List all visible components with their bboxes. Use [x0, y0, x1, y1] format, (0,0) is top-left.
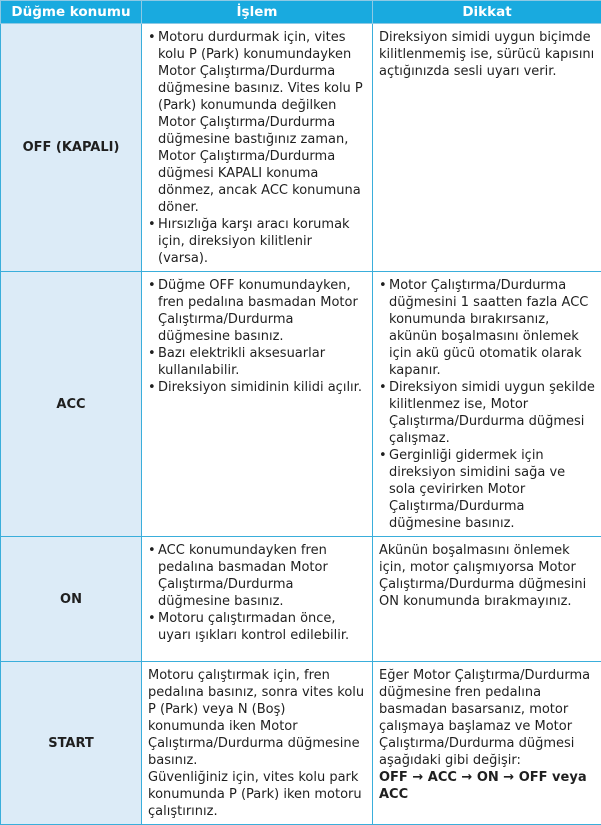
caution-list [379, 277, 595, 532]
list-item: • Hırsızlığa karşı aracı korumak için, direksiyon kilitlenir (varsa). [148, 216, 366, 267]
caution-paragraph: Eğer Motor Çalıştırma/Durdurma düğmesine fren pedalına basmadan basarsanız, motor çalışmaya başlamaz ve Motor Çalıştırma/Durdurma düğmesi aşağıdaki gibi değişir: [379, 667, 595, 769]
position-cell: ACC [1, 272, 142, 537]
list-item: • Gerginliği gidermek için direksiyon simidini sağa ve sola çevirirken Motor Çalıştırma/Durdurma düğmesine basınız. [379, 447, 595, 532]
position-cell: OFF (KAPALI) [1, 24, 142, 272]
action-list [148, 29, 366, 267]
list-item: • Düğme OFF konumundayken, fren pedalına basmadan Motor Çalıştırma/Durdurma düğmesine basınız. [148, 277, 366, 345]
action-paragraph: Güvenliğiniz için, vites kolu park konumunda P (Park) iken motoru çalıştırınız. [148, 769, 366, 820]
table-row-on [1, 537, 601, 662]
table-body [1, 24, 601, 825]
table-row-acc [1, 272, 601, 537]
action-cell [142, 537, 373, 662]
list-item: • Bazı elektrikli aksesuarlar kullanılabilir. [148, 345, 366, 379]
list-item: • Motor Çalıştırma/Durdurma düğmesini 1 saatten fazla ACC konumunda bırakırsanız, akünün boşalmasını önlemek için akü gücü otomatik olarak kapanır. [379, 277, 595, 379]
list-item: • ACC konumundayken fren pedalına basmadan Motor Çalıştırma/Durdurma düğmesine basınız. [148, 542, 366, 610]
caution-cell [373, 272, 601, 537]
header-row [1, 1, 601, 24]
table-row-start [1, 662, 601, 825]
caution-cell: Direksiyon simidi uygun biçimde kilitlenmemiş ise, sürücü kapısını açtığınızda sesli uyarı verir. [373, 24, 601, 272]
header-caution: Dikkat [373, 1, 601, 24]
action-cell [142, 272, 373, 537]
table-row-off [1, 24, 601, 272]
action-list [148, 542, 366, 644]
action-cell [142, 662, 373, 825]
action-list [148, 277, 366, 396]
list-item: • Motoru durdurmak için, vites kolu P (Park) konumundayken Motor Çalıştırma/Durdurma düğmesine basınız. Vites kolu P (Park) konumunda değilken Motor Çalıştırma/Durdurma düğmesine bastığınız zaman, Motor Çalıştırma/Durdurma düğmesi KAPALI konuma dönmez, ancak ACC konumuna döner. [148, 29, 366, 216]
list-item: • Direksiyon simidinin kilidi açılır. [148, 379, 366, 396]
table-header [1, 1, 601, 24]
header-position: Düğme konumu [1, 1, 142, 24]
caution-cell [373, 662, 601, 825]
header-action: İşlem [142, 1, 373, 24]
position-cell: ON [1, 537, 142, 662]
list-item: • Motoru çalıştırmadan önce, uyarı ışıkları kontrol edilebilir. [148, 610, 366, 644]
position-cell: START [1, 662, 142, 825]
caution-cell: Akünün boşalmasını önlemek için, motor çalışmıyorsa Motor Çalıştırma/Durdurma düğmesini ON konumunda bırakmayınız. [373, 537, 601, 662]
list-item: • Direksiyon simidi uygun şekilde kilitlenmez ise, Motor Çalıştırma/Durdurma düğmesi çalışmaz. [379, 379, 595, 447]
position-sequence: OFF → ACC → ON → OFF veya ACC [379, 769, 595, 803]
action-paragraph: Motoru çalıştırmak için, fren pedalına basınız, sonra vites kolu P (Park) veya N (Boş) konumunda iken Motor Çalıştırma/Durdurma düğmesine basınız. [148, 667, 366, 769]
action-cell [142, 24, 373, 272]
